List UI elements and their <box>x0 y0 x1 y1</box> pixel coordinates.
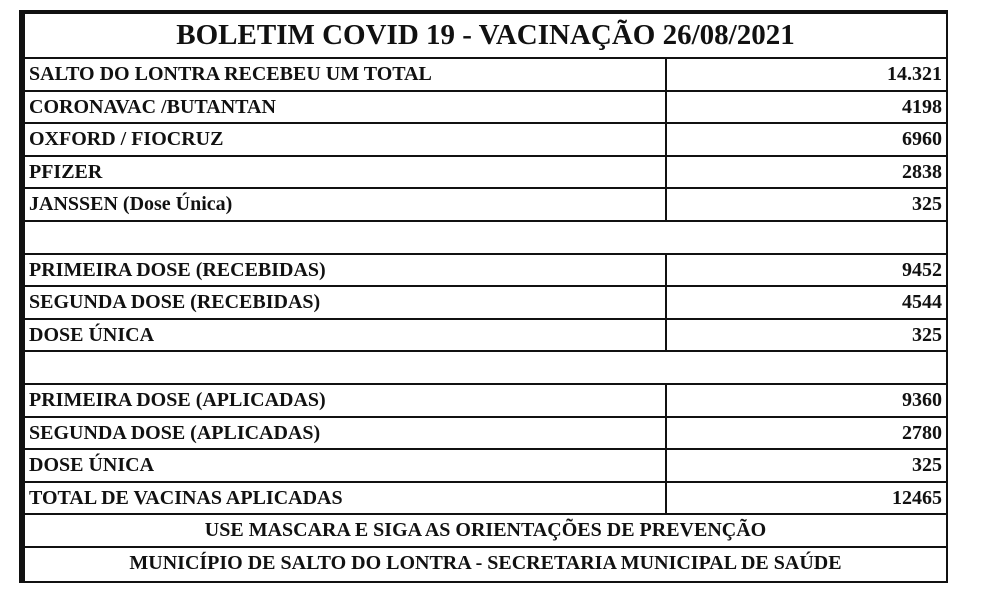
vaccination-bulletin-table <box>19 10 948 583</box>
table-row <box>25 92 946 125</box>
row-label: SEGUNDA DOSE (APLICADAS) <box>25 418 667 449</box>
table-row <box>25 385 946 418</box>
blank-separator-row <box>25 222 946 255</box>
table-row <box>25 59 946 92</box>
row-value: 14.321 <box>887 63 942 85</box>
row-label: PFIZER <box>25 157 667 188</box>
row-label: OXFORD / FIOCRUZ <box>25 124 667 155</box>
table-row <box>25 189 946 222</box>
table-row <box>25 255 946 288</box>
row-value: 2838 <box>902 160 942 183</box>
row-label: SEGUNDA DOSE (RECEBIDAS) <box>25 287 667 318</box>
row-value: 6960 <box>902 128 942 151</box>
table-row <box>25 157 946 190</box>
table-row <box>25 483 946 516</box>
row-label: PRIMEIRA DOSE (APLICADAS) <box>25 385 667 416</box>
footer-credit-row <box>25 548 946 581</box>
row-label: PRIMEIRA DOSE (RECEBIDAS) <box>25 255 667 286</box>
row-label: DOSE ÚNICA <box>25 450 667 481</box>
row-value: 4544 <box>902 291 942 314</box>
blank-cell <box>25 222 946 253</box>
footer-advice-row <box>25 515 946 548</box>
footer-advice: USE MASCARA E SIGA AS ORIENTAÇÕES DE PREVENÇÃO <box>204 519 767 542</box>
row-label: JANSSEN (Dose Única) <box>25 189 667 220</box>
footer-credit: MUNICÍPIO DE SALTO DO LONTRA - SECRETARIA MUNICIPAL DE SAÚDE <box>129 551 842 574</box>
row-value: 325 <box>912 193 942 216</box>
row-value: 325 <box>912 323 942 346</box>
row-label: SALTO DO LONTRA RECEBEU UM TOTAL <box>25 59 667 90</box>
table-row <box>25 320 946 353</box>
row-label: TOTAL DE VACINAS APLICADAS <box>25 483 667 514</box>
row-value: 325 <box>912 454 942 477</box>
blank-separator-row <box>25 352 946 385</box>
row-value: 12465 <box>892 486 942 509</box>
bulletin-title: BOLETIM COVID 19 - VACINAÇÃO 26/08/2021 <box>25 14 946 59</box>
row-label: CORONAVAC /BUTANTAN <box>25 92 667 123</box>
row-value: 9360 <box>902 388 942 411</box>
blank-cell <box>25 352 946 383</box>
table-row <box>25 418 946 451</box>
table-row <box>25 450 946 483</box>
row-label: DOSE ÚNICA <box>25 320 667 351</box>
row-value: 9452 <box>902 258 942 281</box>
row-value: 2780 <box>902 421 942 444</box>
table-row <box>25 287 946 320</box>
row-value: 4198 <box>902 95 942 118</box>
table-row <box>25 124 946 157</box>
